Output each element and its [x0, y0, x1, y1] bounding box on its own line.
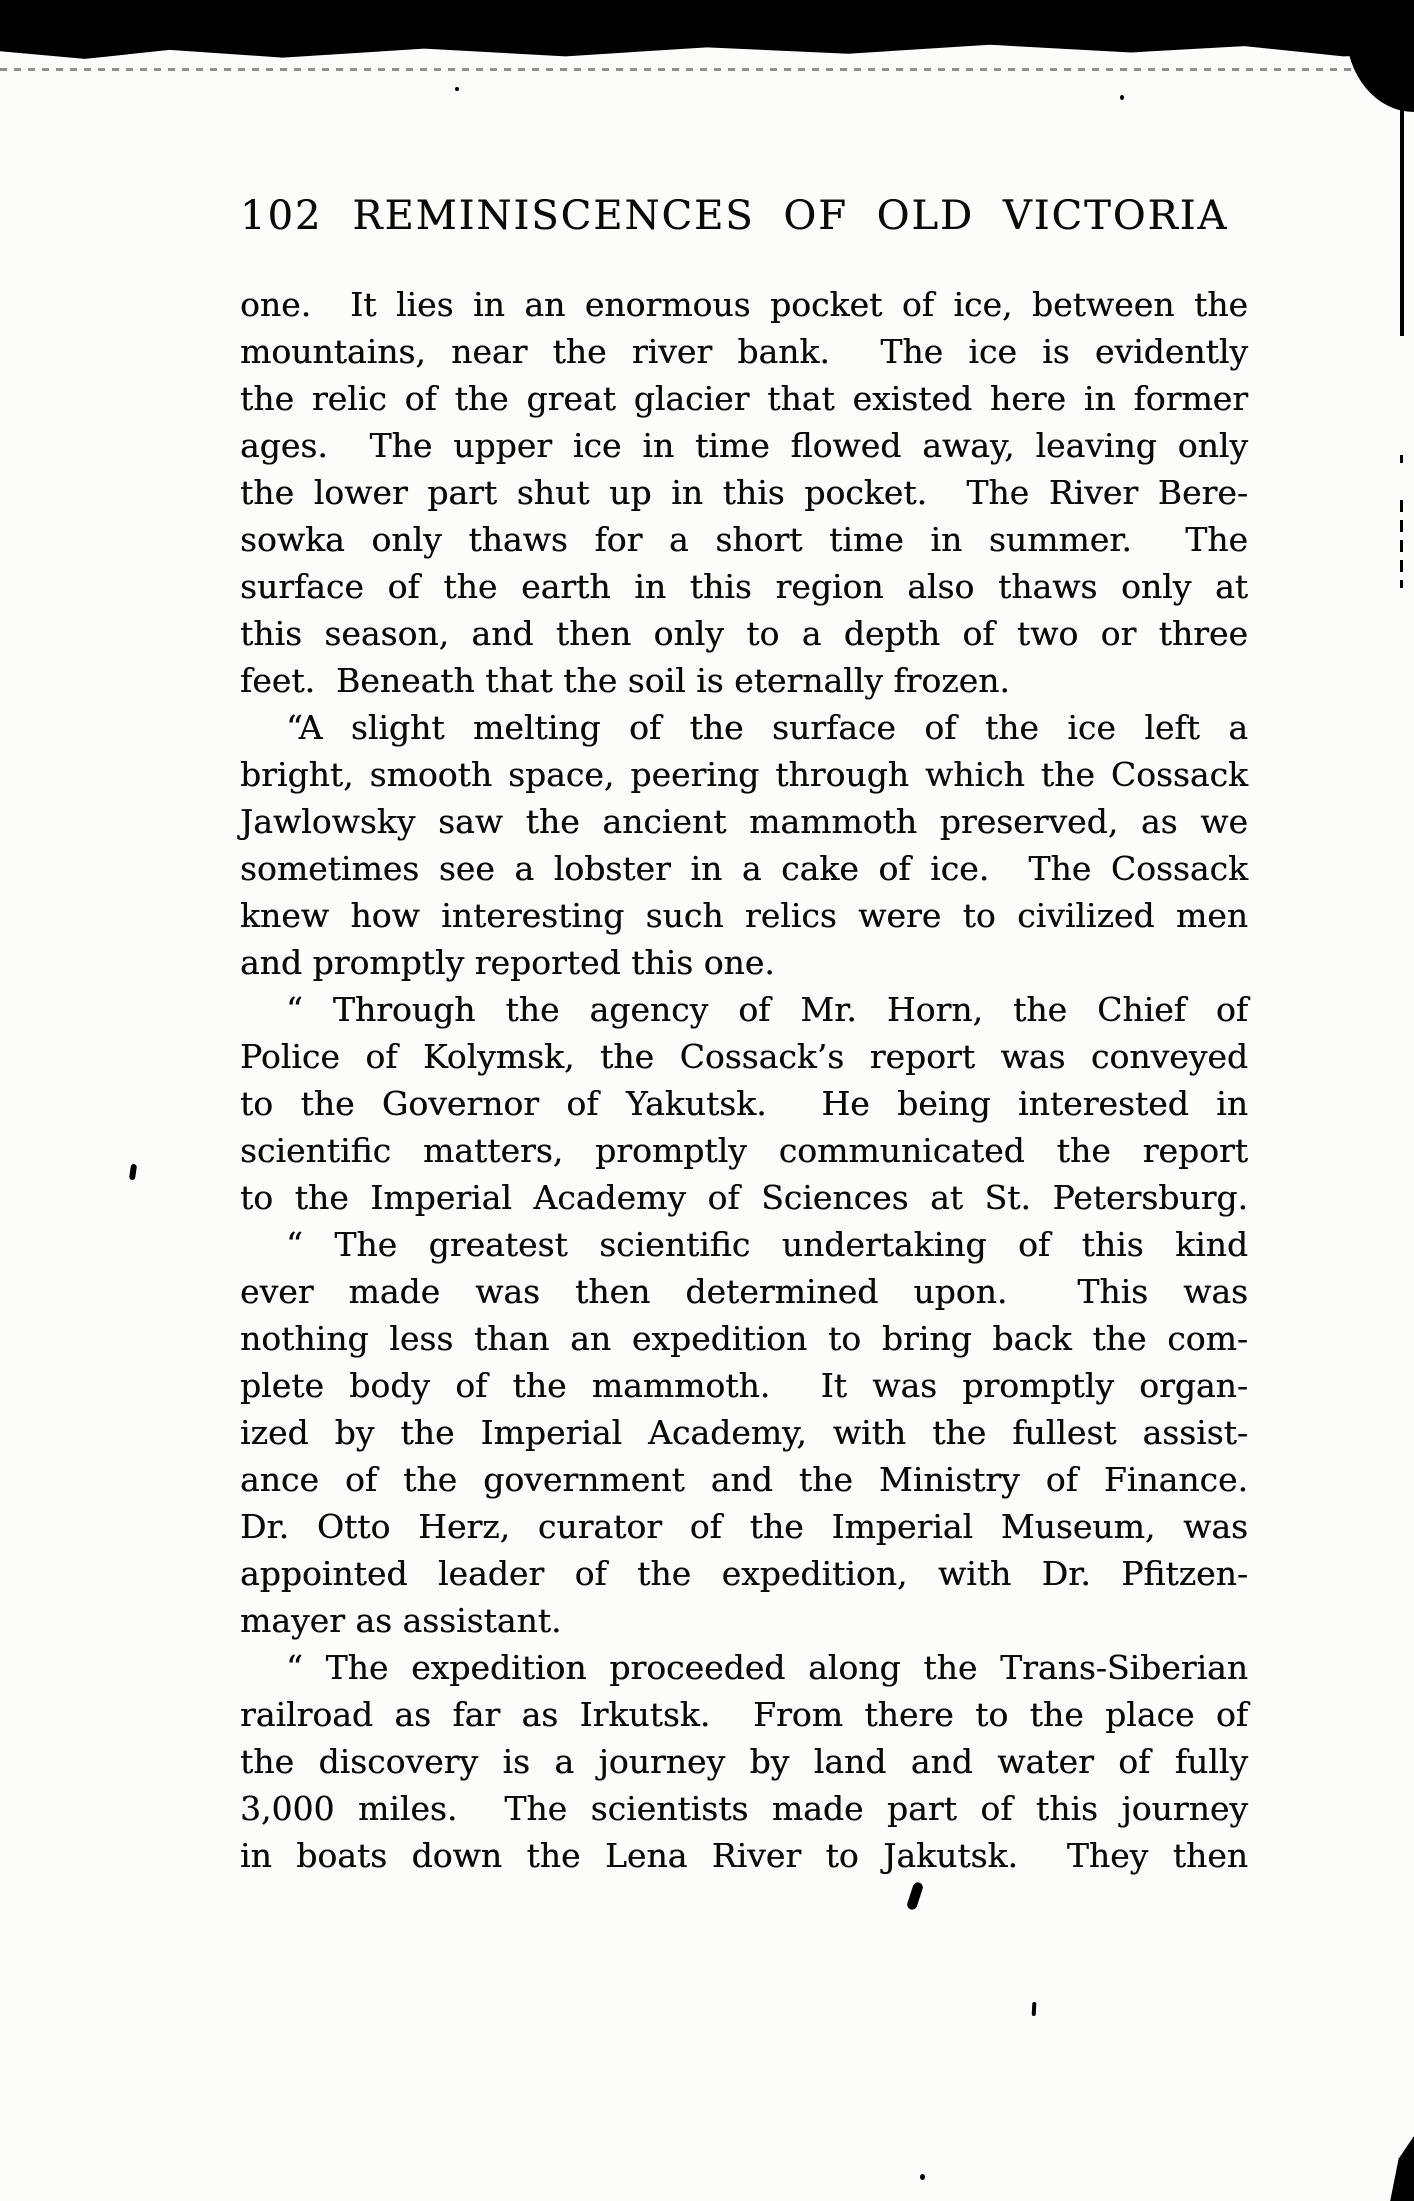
paragraph-2 [240, 704, 1248, 986]
paragraph-5-lines: “ The expedition proceeded along the Trans-Siberian railroad as far as Irkutsk. From there to the place of the discovery is a journey by land and water of fully 3,000 miles. The scientists made part of this journey in boats down the Lena River to Jakutsk. They then [240, 1648, 1248, 1875]
pen-mark-left-margin [129, 1164, 137, 1181]
scan-band-top-edge [0, 0, 1414, 64]
paragraph-2-last-line: and promptly reported this one. [240, 943, 775, 982]
scan-speck-bottom [920, 2174, 925, 2180]
scan-dot-right-edge [1400, 455, 1403, 463]
running-header [240, 194, 1228, 238]
paragraph-2-lines: “A slight melting of the surface of the ice left a bright, smooth space, peering through which the Cossack Jawlowsky saw the ancient mammoth preserved, as we sometimes see a lobster in a cake of ice. The Cossack knew how interesting such relics were to civilized men [240, 708, 1248, 935]
paragraph-1-last-line: feet. Beneath that the soil is eternally frozen. [240, 661, 1010, 700]
paragraph-1 [240, 281, 1248, 704]
body-text [240, 281, 1248, 1879]
pen-mark-bottom [1032, 2002, 1037, 2016]
pen-mark-below-text [906, 1881, 924, 1911]
paragraph-3 [240, 986, 1248, 1221]
paragraph-4 [240, 1221, 1248, 1644]
paragraph-1-lines: one. It lies in an enormous pocket of ice, between the mountains, near the river bank. The ice is evidently the relic of the great glacier that existed here in former ages. The upper ice in time flowed away, leaving only the lower part shut up in this pocket. The River Bere- sowka only thaws for a short time in summer. The surface of the earth in this region also thaws only at this season, and then only to a depth of two or three [240, 285, 1248, 653]
scan-speck-top-right [1120, 95, 1124, 100]
scan-line-right-edge [1400, 110, 1404, 336]
paragraph-3-lines: “ Through the agency of Mr. Horn, the Chief of Police of Kolymsk, the Cossack’s report was conveyed to the Governor of Yakutsk. He being interested in scientific matters, promptly communicated the report to the Imperial Academy of Sciences at St. Petersburg. [240, 990, 1248, 1217]
running-title: REMINISCENCES OF OLD VICTORIA [352, 193, 1229, 239]
scan-dashes-right-edge [1400, 500, 1403, 588]
scan-blob-top-right [1346, 0, 1414, 112]
scan-speck-top-left [455, 87, 459, 91]
page-number: 102 [240, 193, 323, 239]
scan-noise-line [0, 68, 1414, 71]
paragraph-5 [240, 1644, 1248, 1879]
paragraph-4-last-line: mayer as assistant. [240, 1601, 562, 1640]
paragraph-4-lines: “ The greatest scientific undertaking of this kind ever made was then determined upon. This was nothing less than an expedition to bring back the com- plete body of the mammoth. It was promptly organ- ized by the Imperial Academy, with the fullest assist- ance of the government and the Ministry of Finance. Dr. Otto Herz, curator of the Imperial Museum, was appointed leader of the expedition, with Dr. Pfitzen- [240, 1225, 1248, 1593]
scan-wedge-bottom-right [1386, 2136, 1414, 2201]
